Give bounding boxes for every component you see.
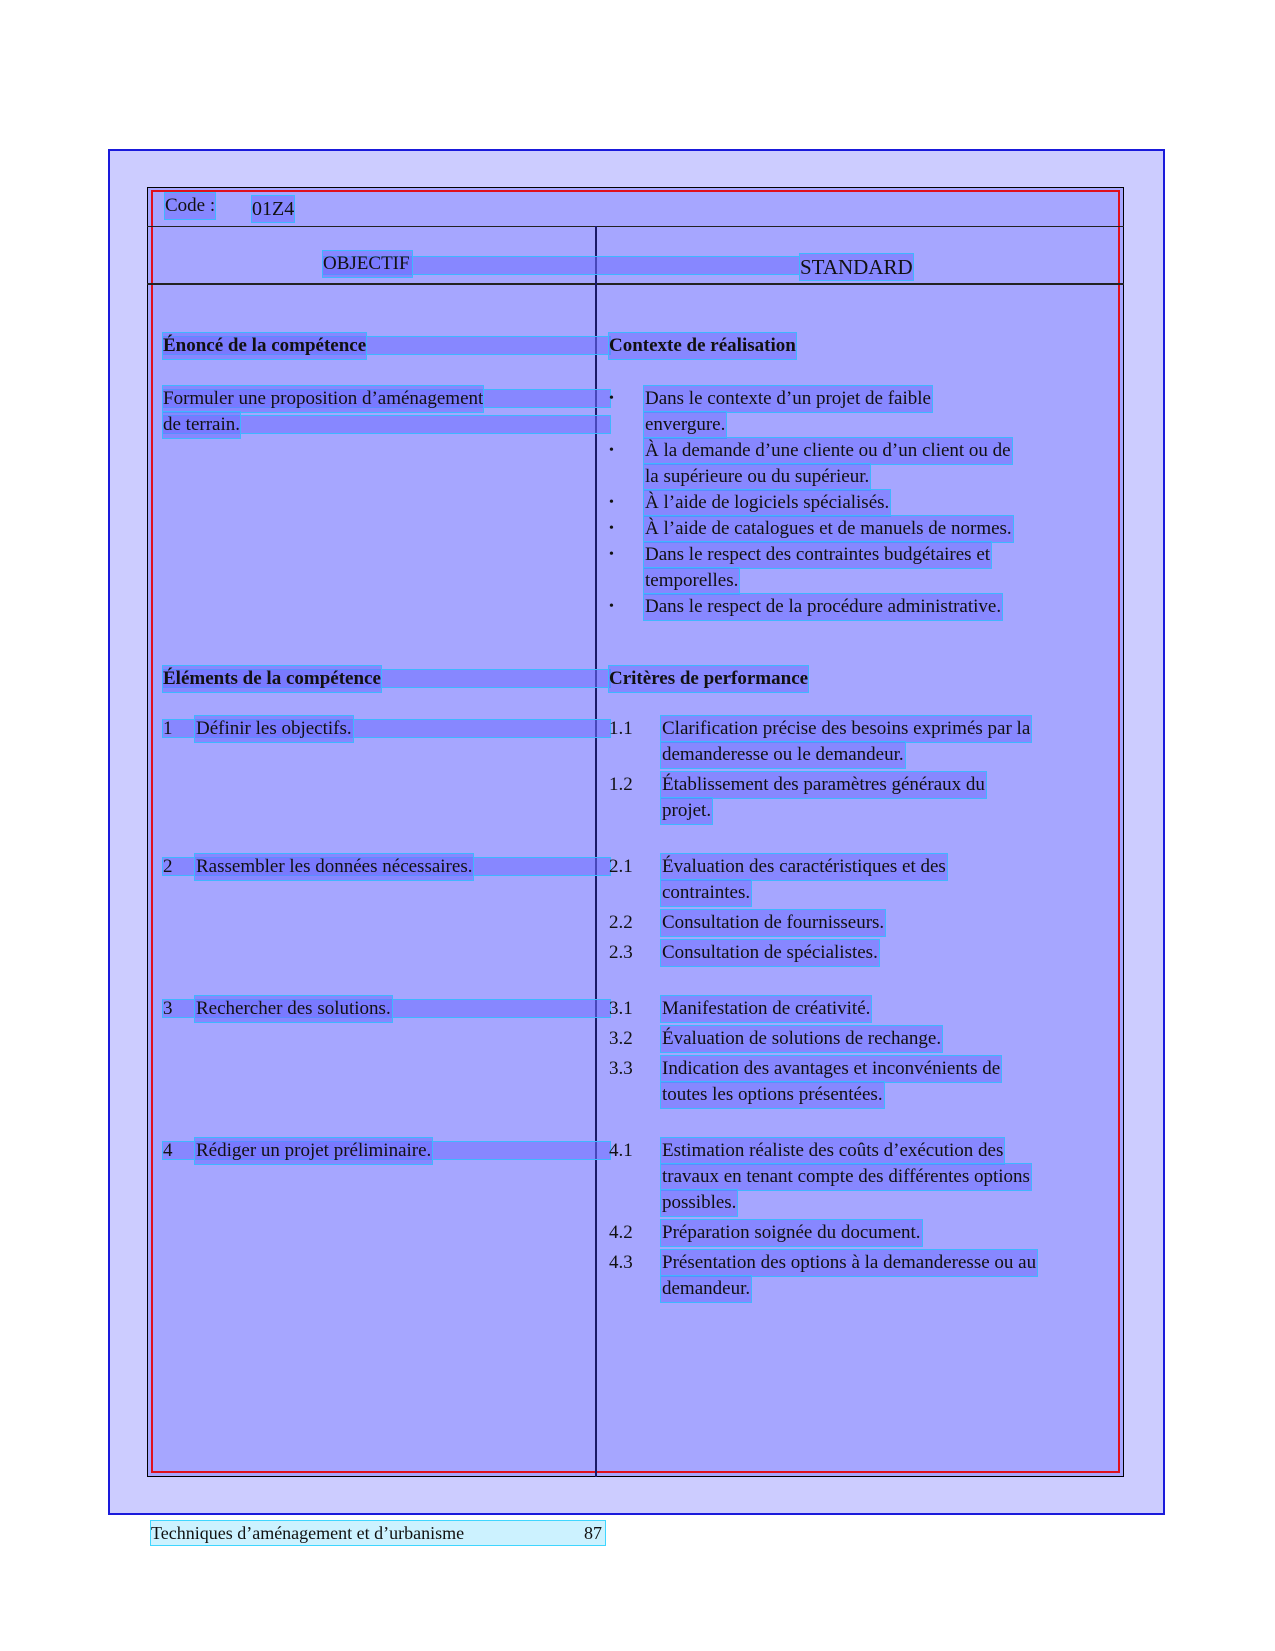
contexte-bullet: •	[609, 391, 614, 406]
critere-line: Présentation des options à la demanderesse ou au	[661, 1250, 1037, 1276]
contexte-item-line: Dans le contexte d’un projet de faible	[644, 386, 932, 412]
enonce-line-2: de terrain.	[163, 412, 240, 438]
critere-line: Estimation réaliste des coûts d’exécution des	[661, 1138, 1004, 1164]
critere-number: 2.3	[609, 942, 633, 963]
critere-line: demanderesse ou le demandeur.	[661, 742, 905, 768]
element-number: 2	[163, 856, 173, 877]
critere-line: projet.	[661, 798, 712, 824]
contexte-item-line: À la demande d’une cliente ou d’un client ou de	[644, 438, 1012, 464]
element-number: 4	[163, 1140, 173, 1161]
contexte-item-line: À l’aide de logiciels spécialisés.	[644, 490, 890, 516]
contexte-bullet: •	[609, 443, 614, 458]
elements-title: Éléments de la compétence	[163, 666, 381, 692]
critere-line: Évaluation de solutions de rechange.	[661, 1026, 942, 1052]
column-header-objectif: OBJECTIF	[323, 251, 412, 277]
critere-line: Établissement des paramètres généraux du	[661, 772, 986, 798]
column-header-standard: STANDARD	[800, 255, 913, 279]
critere-line: travaux en tenant compte des différentes options	[661, 1164, 1031, 1190]
critere-line: Consultation de fournisseurs.	[661, 910, 885, 936]
enonce-title: Énoncé de la compétence	[163, 333, 366, 359]
critere-number: 1.1	[609, 718, 633, 739]
critere-line: Clarification précise des besoins exprimés par la	[661, 716, 1031, 742]
element-text: Rédiger un projet préliminaire.	[195, 1138, 432, 1164]
contexte-title: Contexte de réalisation	[609, 333, 796, 359]
critere-line: toutes les options présentées.	[661, 1082, 884, 1108]
critere-line: demandeur.	[661, 1276, 751, 1302]
code-label: Code :	[165, 193, 215, 219]
footer-title: Techniques d’aménagement et d’urbanisme	[151, 1521, 605, 1545]
column-divider	[595, 226, 597, 1477]
element-number: 3	[163, 998, 173, 1019]
critere-number: 4.3	[609, 1252, 633, 1273]
footer-page-number: 87	[584, 1523, 602, 1543]
critere-line: Indication des avantages et inconvénients de	[661, 1056, 1001, 1082]
enonce-line-1: Formuler une proposition d’aménagement	[163, 386, 483, 412]
contexte-item-line: Dans le respect de la procédure administrative.	[644, 594, 1002, 620]
critere-number: 1.2	[609, 774, 633, 795]
element-text: Rechercher des solutions.	[195, 996, 392, 1022]
critere-number: 3.2	[609, 1028, 633, 1049]
critere-number: 3.1	[609, 998, 633, 1019]
contexte-item-line: Dans le respect des contraintes budgétaires et	[644, 542, 991, 568]
critere-number: 4.2	[609, 1222, 633, 1243]
contexte-item-line: temporelles.	[644, 568, 739, 594]
element-text: Définir les objectifs.	[195, 716, 353, 742]
critere-line: Manifestation de créativité.	[661, 996, 871, 1022]
criteres-title: Critères de performance	[609, 666, 808, 692]
critere-number: 3.3	[609, 1058, 633, 1079]
element-number: 1	[163, 718, 173, 739]
critere-number: 2.1	[609, 856, 633, 877]
critere-number: 4.1	[609, 1140, 633, 1161]
contexte-bullet: •	[609, 547, 614, 562]
contexte-item-line: envergure.	[644, 412, 726, 438]
critere-line: contraintes.	[661, 880, 751, 906]
critere-line: Évaluation des caractéristiques et des	[661, 854, 947, 880]
contexte-bullet: •	[609, 495, 614, 510]
critere-number: 2.2	[609, 912, 633, 933]
code-value: 01Z4	[252, 198, 295, 220]
header-rule-top	[147, 226, 1124, 227]
contexte-item-line: la supérieure ou du supérieur.	[644, 464, 870, 490]
element-text: Rassembler les données nécessaires.	[195, 854, 473, 880]
contexte-item-line: À l’aide de catalogues et de manuels de normes.	[644, 516, 1013, 542]
contexte-bullet: •	[609, 599, 614, 614]
critere-line: Préparation soignée du document.	[661, 1220, 922, 1246]
critere-line: Consultation de spécialistes.	[661, 940, 879, 966]
header-rule-bottom	[147, 283, 1124, 285]
contexte-bullet: •	[609, 521, 614, 536]
competency-table	[147, 187, 1124, 1477]
critere-line: possibles.	[661, 1190, 737, 1216]
